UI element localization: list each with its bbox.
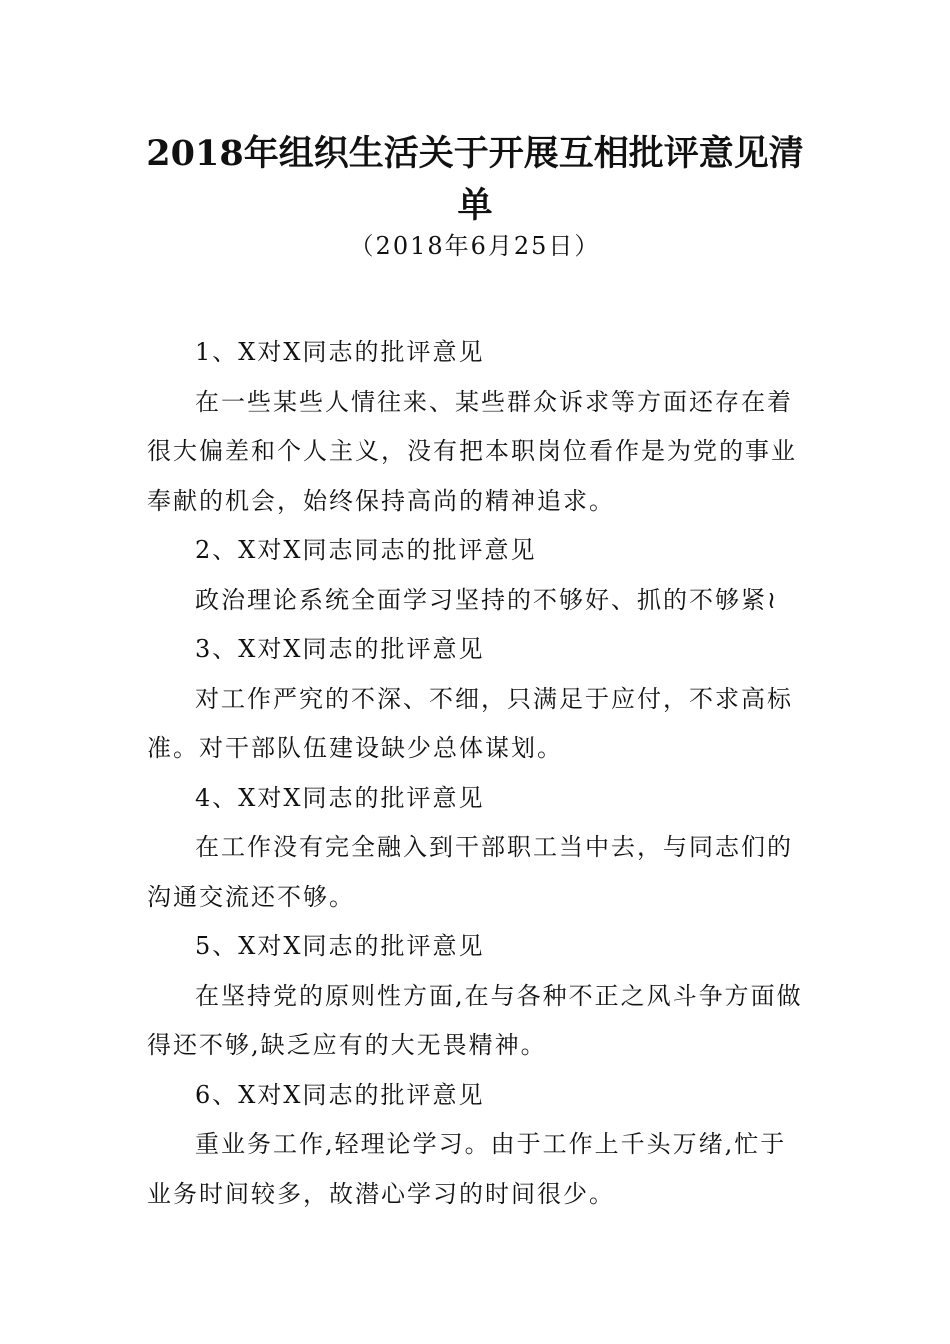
paragraph-text-3: 对工作严究的不深、不细，只满足于应付，不求高标准。对干部队伍建设缺少总体谋划。 [147, 684, 793, 762]
paragraph-text-4: 在工作没有完全融入到干部职工当中去，与同志们的沟通交流还不够。 [147, 833, 793, 911]
paragraph-text-5: 在坚持党的原则性方面,在与各种不正之风斗争方面做得还不够,缺乏应有的大无畏精神。 [147, 981, 803, 1059]
paragraph-heading-3: 3、X对X同志的批评意见 [195, 635, 485, 663]
paragraph-heading-5: 5、X对X同志的批评意见 [195, 932, 485, 960]
paragraph-text-2: 政治理论系统全面学习坚持的不够好、抓的不够紧≀ [195, 585, 778, 614]
paragraph-heading-1: 1、X对X同志的批评意见 [195, 338, 485, 366]
document-title: 2018年组织生活关于开展互相批评意见清单 [146, 133, 804, 226]
paragraph-text-1: 在一些某些人情往来、某些群众诉求等方面还存在着很大偏差和个人主义，没有把本职岗位看作是为党的事业奉献的机会，始终保持高尚的精神追求。 [147, 387, 797, 515]
paragraph-heading-6: 6、X对X同志的批评意见 [195, 1080, 485, 1109]
paragraph-heading-4: 4、X对X同志的批评意见 [195, 783, 485, 812]
paragraph-text-6: 重业务工作,轻理论学习。由于工作上千头万绪,忙于业务时间较多，故潜心学习的时间很少。 [147, 1130, 787, 1208]
paragraph-heading-2: 2、X对X同志同志的批评意见 [195, 536, 537, 564]
document-date: （2018年6月25日） [349, 232, 601, 260]
document-body [147, 328, 809, 1219]
